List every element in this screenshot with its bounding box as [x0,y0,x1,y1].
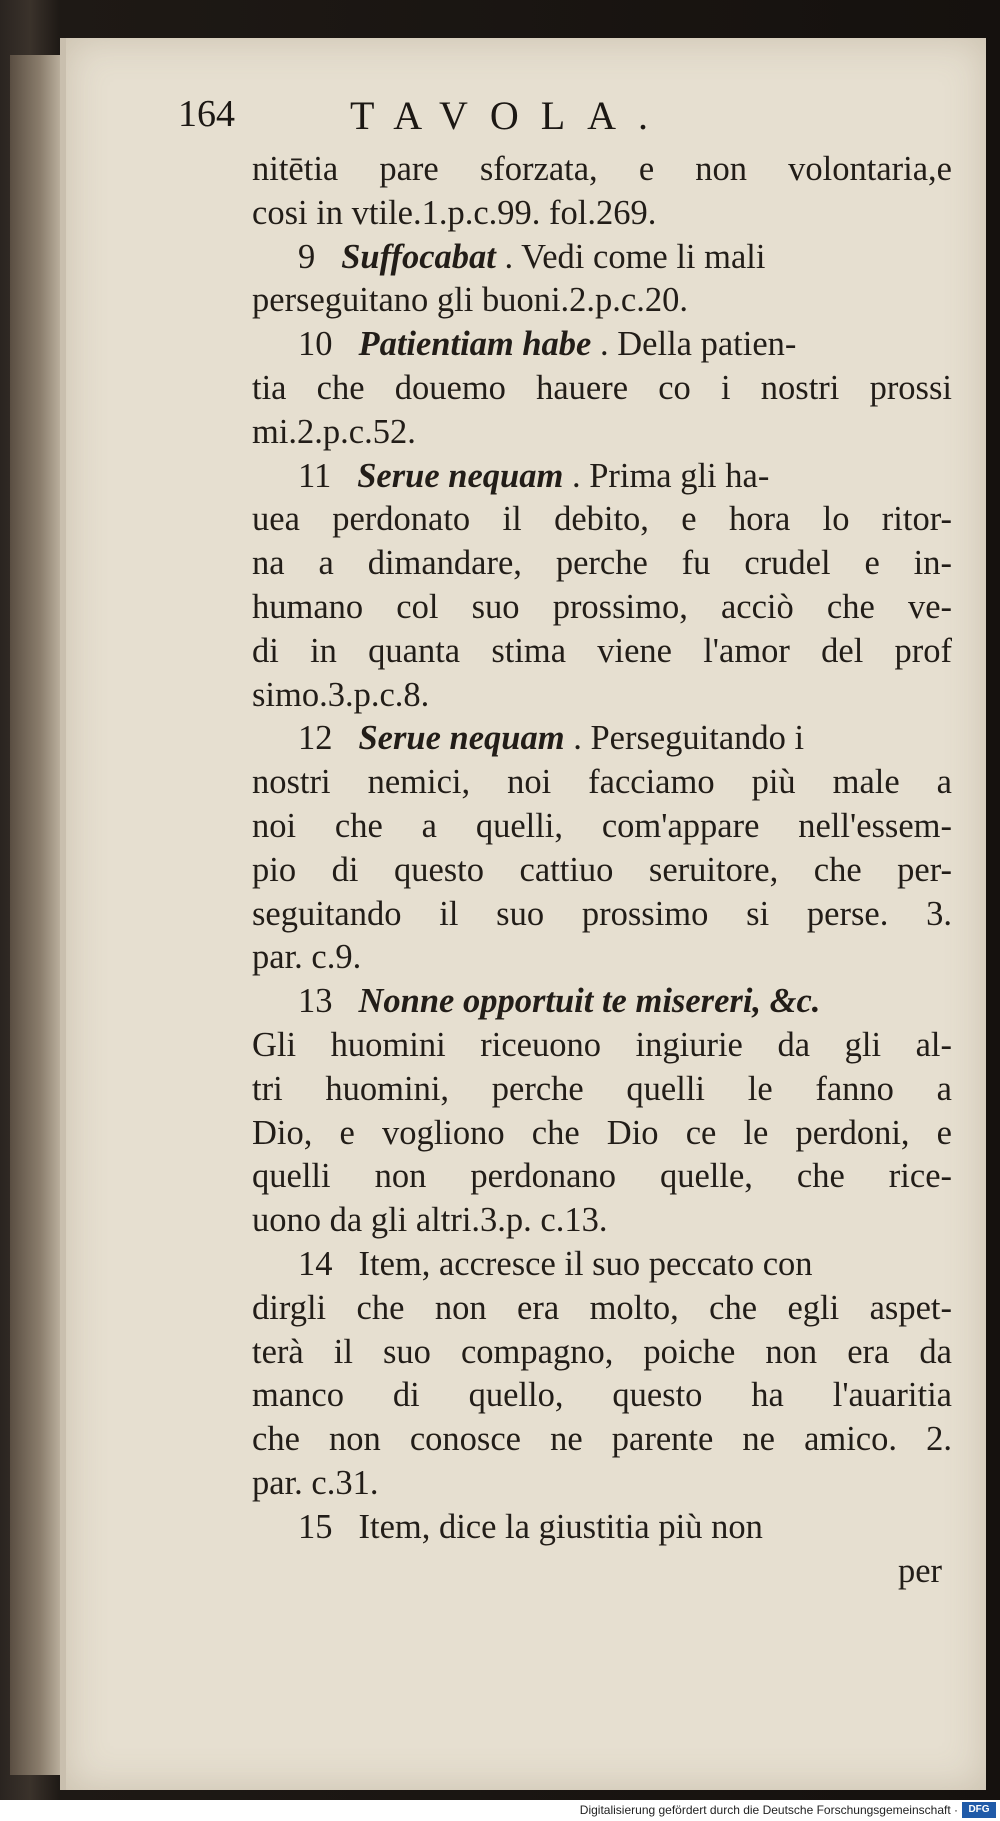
lemma: Serue nequam [357,456,564,495]
dfg-logo: DFG [962,1802,996,1818]
text-line [252,1287,952,1331]
line-text: Item, dice la giustitia più non [358,1507,763,1546]
text-line [252,455,952,499]
line-text: cosi in vtile.1.p.c.99. fol.269. [252,193,657,232]
line-text: . Della patien- [600,325,797,364]
text-line [252,1068,952,1112]
line-text: humano col suo prossimo, acciò che ve- [252,587,952,626]
line-text: par. c.31. [252,1463,379,1502]
page-number: 164 [178,93,235,135]
text-line [252,849,952,893]
text-line [252,148,952,192]
text-line [252,367,952,411]
line-text: tia che douemo hauere co i nostri prossi [252,368,952,407]
text-line [252,1112,952,1156]
text-line [252,1550,952,1594]
line-text: nostri nemici, noi facciamo più male a [252,763,952,802]
text-line [252,1243,952,1287]
text-line [252,279,952,323]
line-text: na a dimandare, perche fu crudel e in- [252,544,952,583]
line-text: manco di quello, questo ha l'auaritia [252,1376,952,1415]
line-text: Gli huomini riceuono ingiurie da gli al- [252,1025,952,1064]
line-text: mi.2.p.c.52. [252,412,416,451]
text-line [252,1024,952,1068]
line-text: . Perseguitando i [573,719,805,758]
entry-number: 9 [298,237,316,276]
line-text: simo.3.p.c.8. [252,675,430,714]
entry-number: 15 [298,1507,333,1546]
book-page-edge [10,55,60,1775]
text-line [252,323,952,367]
text-line [252,236,952,280]
line-text: quelli non perdonano quelle, che rice- [252,1157,952,1196]
text-line [252,586,952,630]
entry-number: 11 [298,456,332,495]
text-line [252,761,952,805]
lemma: Nonne opportuit te misereri, &c. [358,982,821,1021]
line-text: terà il suo compagno, poiche non era da [252,1332,952,1371]
lemma: Serue nequam [358,719,565,758]
text-line [252,542,952,586]
line-text: perseguitano gli buoni.2.p.c.20. [252,281,688,320]
lemma: Patientiam habe [358,325,592,364]
line-text: di in quanta stima viene l'amor del prof [252,631,952,670]
line-text: noi che a quelli, com'appare nell'essem- [252,806,952,845]
line-text: nitētia pare sforzata, e non volontaria,e [252,150,952,188]
text-line [252,1506,952,1550]
line-text: par. c.9. [252,938,362,977]
line-text: che non conosce ne parente ne amico. 2. [252,1420,952,1459]
text-line [252,936,952,980]
entry-number: 14 [298,1244,333,1283]
line-text: uea perdonato il debito, e hora lo ritor- [252,500,952,539]
footer-bar [0,1800,1000,1821]
page-header [178,92,938,152]
line-text: . Vedi come li mali [504,237,766,276]
line-text: per [897,1551,942,1590]
text-line [252,805,952,849]
text-line [252,1331,952,1375]
entry-number: 10 [298,325,333,364]
text-line [252,1374,952,1418]
line-text: . Prima gli ha- [571,456,770,495]
line-text: Dio, e vogliono che Dio ce le perdoni, e [252,1113,952,1152]
line-text: seguitando il suo prossimo si perse. 3. [252,894,952,933]
text-line [252,1462,952,1506]
running-title: TAVOLA. [350,93,671,138]
footer-credit: Digitalisierung gefördert durch die Deutsche Forschungsgemeinschaft · [579,1803,958,1817]
line-text: dirgli che non era molto, che egli aspet- [252,1288,952,1327]
text-line [252,893,952,937]
text-line [252,192,952,236]
text-line [252,674,952,718]
text-line [252,1199,952,1243]
entry-number: 12 [298,719,333,758]
lemma: Suffocabat [341,237,496,276]
page-text [252,148,952,1593]
line-text: pio di questo cattiuo seruitore, che per- [252,850,952,889]
entry-number: 13 [298,982,333,1021]
line-text: uono da gli altri.3.p. c.13. [252,1201,608,1240]
text-line [252,630,952,674]
line-text: Item, accresce il suo peccato con [358,1244,813,1283]
text-line [252,1418,952,1462]
text-line [252,980,952,1024]
text-line [252,498,952,542]
line-text: tri huomini, perche quelli le fanno a [252,1069,952,1108]
text-line [252,411,952,455]
text-line [252,717,952,761]
text-line [252,1155,952,1199]
